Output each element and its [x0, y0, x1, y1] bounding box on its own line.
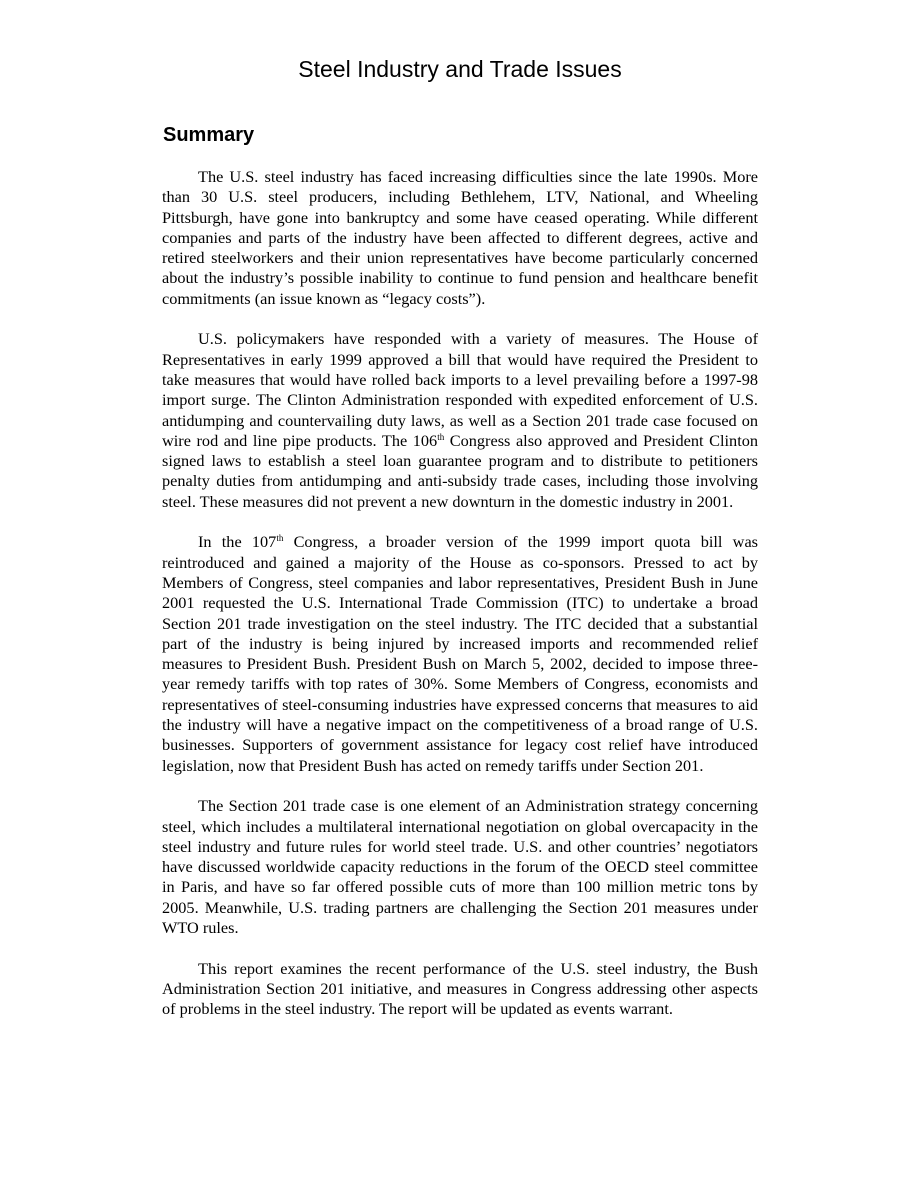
paragraph-bankruptcies: The U.S. steel industry has faced increasing difficulties since the late 1990s. More than 30 U.S. steel producers, including Bethlehem, LTV, National, and Wheeling Pittsburgh, have gone into bankruptcy and some have ceased operating. While different companies and parts of the industry have been affected to different degrees, active and retired steelworkers and their union representatives have become particularly concerned about the industry’s possible inability to continue to fund pension and healthcare benefit commitments (an issue known as “legacy costs”).	[162, 167, 758, 308]
paragraph-text: Congress also approved and President Clinton signed laws to establish a steel loan guarantee program and to distribute to petitioners penalty duties from antidumping and anti-subsidy trade cases, including those involving steel. These measures did not prevent a new downturn in the domestic industry in 2001.	[162, 430, 758, 511]
ordinal-superscript: th	[276, 533, 284, 544]
summary-body	[162, 167, 758, 1019]
paragraph-administration-strategy: The Section 201 trade case is one element of an Administration strategy concerning steel, which includes a multilateral international negotiation on global overcapacity in the steel industry and future rules for world steel trade. U.S. and other countries’ negotiators have discussed worldwide capacity reductions in the forum of the OECD steel committee in Paris, and have so far offered possible cuts of more than 100 million metric tons by 2005. Meanwhile, U.S. trading partners are challenging the Section 201 measures under WTO rules.	[162, 796, 758, 937]
paragraph-107th-congress	[162, 532, 758, 776]
ordinal-superscript: th	[437, 431, 445, 442]
paragraph-text: Congress, a broader version of the 1999 import quota bill was reintroduced and gained a majority of the House as co-sponsors. Pressed to act by Members of Congress, steel companies and labor representatives, President Bush in June 2001 requested the U.S. International Trade Commission (ITC) to undertake a broad Section 201 trade investigation on the steel industry. The ITC decided that a substantial part of the industry is being injured by increased imports and recommended relief measures to President Bush. President Bush on March 5, 2002, decided to impose three-year remedy tariffs with top rates of 30%. Some Members of Congress, economists and representatives of steel-consuming industries have expressed concerns that measures to aid the industry will have a negative impact on the competitiveness of a broad range of U.S. businesses. Supporters of government assistance for legacy cost relief have introduced legislation, now that President Bush has acted on remedy tariffs under Section 201.	[162, 532, 759, 775]
paragraph-text: U.S. policymakers have responded with a variety of measures. The House of Representatives in early 1999 approved a bill that would have required the President to take measures that would have rolled back imports to a level prevailing before a 1997-98 import surge. The Clinton Administration responded with expedited enforcement of U.S. antidumping and countervailing duty laws, as well as a Section 201 trade case focused on wire rod and line pipe products. The 106	[162, 329, 758, 450]
paragraph-policy-responses	[162, 329, 758, 512]
page-title: Steel Industry and Trade Issues	[298, 56, 622, 82]
paragraph-report-scope: This report examines the recent performance of the U.S. steel industry, the Bush Administration Section 201 initiative, and measures in Congress addressing other aspects of problems in the steel industry. The report will be updated as events warrant.	[162, 958, 758, 1019]
paragraph-text: In the 107	[198, 532, 277, 552]
summary-heading: Summary	[163, 124, 255, 146]
